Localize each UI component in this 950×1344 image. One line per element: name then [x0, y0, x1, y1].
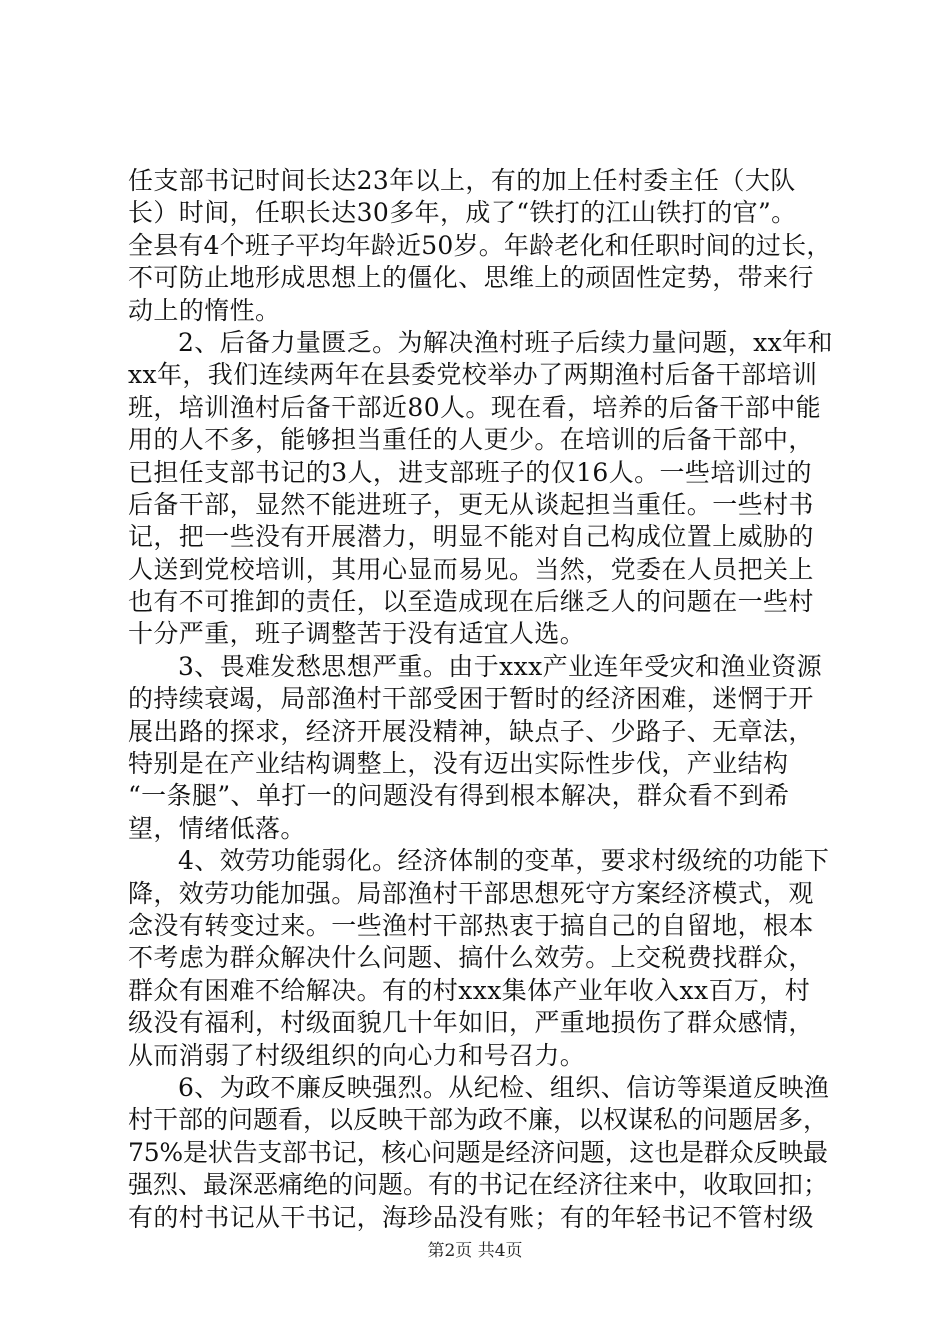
text-line: 从而消弱了村级组织的向心力和号召力。 — [128, 1040, 586, 1070]
document-body — [128, 165, 833, 1234]
text-line: 班，培训渔村后备干部近80人。现在看，培养的后备干部中能 — [128, 392, 822, 422]
text-line: “一条腿”、单打一的问题没有得到根本解决，群众看不到希 — [128, 781, 790, 811]
text-line: 人送到党校培训，其用心显而易见。当然，党委在人员把关上 — [128, 554, 814, 584]
paragraph-first-line: 3、畏难发愁思想严重。由于xxx产业连年受灾和渔业资源 — [178, 651, 823, 681]
text-line: 念没有转变过来。一些渔村干部热衷于搞自己的自留地，根本 — [128, 910, 814, 940]
text-line: 级没有福利，村级面貌几十年如旧，严重地损伤了群众感情， — [128, 1008, 814, 1038]
text-line: 长）时间，任职长达30多年，成了“铁打的江山铁打的官”。 — [128, 198, 797, 228]
text-line: 记，把一些没有开展潜力，明显不能对自己构成位置上威胁的 — [128, 522, 814, 552]
text-line: 强烈、最深恶痛绝的问题。有的书记在经济往来中，收取回扣； — [128, 1170, 829, 1200]
text-line: 任支部书记时间长达23年以上，有的加上任村委主任（大队 — [128, 166, 796, 195]
text-line: 已担任支部书记的3人，进支部班子的仅16人。一些培训过的 — [128, 457, 812, 487]
paragraph-first-line: 2、后备力量匮乏。为解决渔村班子后续力量问题，xx年和 — [178, 327, 833, 357]
text-line: 展出路的探求，经济开展没精神，缺点子、少路子、无章法， — [128, 716, 814, 746]
text-line: 用的人不多，能够担当重任的人更少。在培训的后备干部中， — [128, 425, 814, 455]
text-line: 降，效劳功能加强。局部渔村干部思想死守方案经济模式，观 — [128, 878, 814, 908]
text-line: 十分严重，班子调整苦于没有适宜人选。 — [128, 619, 586, 649]
text-line: 也有不可推卸的责任，以至造成现在后继乏人的问题在一些村 — [128, 587, 814, 617]
text-line: 75%是状告支部书记，核心问题是经济问题，这也是群众反映最 — [128, 1137, 828, 1167]
text-line: 后备干部，显然不能进班子，更无从谈起担当重任。一些村书 — [128, 489, 814, 519]
text-line: 群众有困难不给解决。有的村xxx集体产业年收入xx百万，村 — [128, 975, 811, 1005]
text-line: 不可防止地形成思想上的僵化、思维上的顽固性定势，带来行 — [128, 263, 814, 293]
text-line: 特别是在产业结构调整上，没有迈出实际性步伐，产业结构 — [128, 749, 789, 779]
page-footer: 第2页 共4页 — [427, 1241, 523, 1261]
text-line: 望，情绪低落。 — [128, 813, 306, 843]
text-line: 不考虑为群众解决什么问题、搞什么效劳。上交税费找群众， — [128, 943, 814, 973]
text-line: 的持续衰竭，局部渔村干部受困于暂时的经济困难，迷惘于开 — [128, 684, 814, 714]
text-line: 动上的惰性。 — [128, 295, 281, 325]
text-line: 有的村书记从干书记，海珍品没有账；有的年轻书记不管村级 — [128, 1202, 814, 1232]
paragraph-first-line: 6、为政不廉反映强烈。从纪检、组织、信访等渠道反映渔 — [178, 1072, 830, 1102]
text-line: 全县有4个班子平均年龄近50岁。年龄老化和任职时间的过长， — [128, 230, 832, 260]
text-line: xx年，我们连续两年在县委党校举办了两期渔村后备干部培训 — [128, 360, 818, 390]
text-line: 村干部的问题看，以反映干部为政不廉，以权谋私的问题居多， — [128, 1105, 829, 1135]
paragraph-first-line: 4、效劳功能弱化。经济体制的变革，要求村级统的功能下 — [178, 846, 830, 876]
